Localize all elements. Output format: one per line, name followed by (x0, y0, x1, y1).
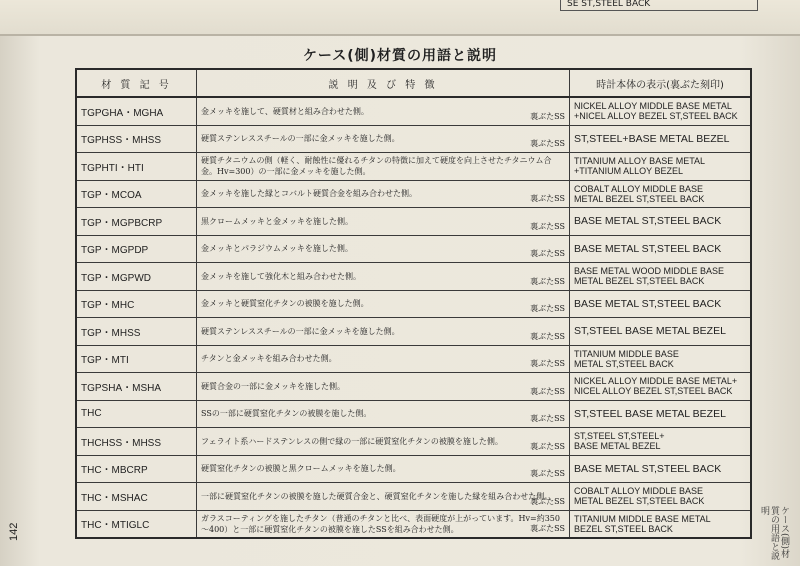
engraving-line: NICKEL ALLOY MIDDLE BASE METAL+ (574, 376, 738, 387)
engraving-display (570, 455, 752, 483)
page-title: ケース(側)材質の用語と説明 (302, 48, 498, 64)
table-row (76, 400, 751, 428)
material-code: TGPSHA・MSHA (76, 373, 197, 401)
engraving-line: +TITANIUM ALLOY BEZEL (574, 166, 683, 177)
engraving-line: BASE METAL WOOD MIDDLE BASE (574, 266, 725, 277)
material-code: TGP・MGPBCRP (76, 208, 197, 236)
engraving-line: COBALT ALLOY MIDDLE BASE (574, 486, 704, 497)
table-row (76, 97, 751, 125)
material-description (197, 235, 570, 263)
engraving-line: METAL BEZEL ST,STEEL BACK (574, 193, 705, 204)
material-code: THC・MTIGLC (76, 510, 197, 538)
description-text: 金メッキを施した縁とコバルト硬質合金を組み合わせた側。 (201, 189, 417, 199)
back-cover-note: 裏ぶたSS (530, 331, 565, 341)
engraving-display (570, 400, 752, 428)
material-code: THCHSS・MHSS (76, 428, 197, 456)
engraving-line: BASE METAL ST,STEEL BACK (574, 297, 722, 310)
engraving-display (570, 428, 752, 456)
material-code: TGPHTI・HTI (76, 153, 197, 181)
table-row (76, 180, 751, 208)
header-code: 材 質 記 号 (76, 69, 197, 97)
material-description (197, 263, 570, 291)
engraving-line: BASE METAL ST,STEEL BACK (574, 462, 722, 475)
back-cover-note: 裏ぶたSS (530, 524, 565, 533)
engraving-line: BASE METAL ST,STEEL BACK (574, 242, 722, 255)
back-cover-note: 裏ぶたSS (530, 414, 565, 423)
previous-page-table-fragment: SE ST,STEEL BACK (560, 0, 758, 11)
description-text: フェライト系ハードステンレスの側で縁の一部に硬質窒化チタンの被膜を施した側。 (201, 436, 503, 446)
table-row (76, 373, 751, 401)
engraving-line: TITANIUM ALLOY BASE METAL (574, 156, 706, 167)
table-row (76, 290, 751, 318)
engraving-display (570, 483, 752, 511)
material-code: TGPHSS・MHSS (76, 125, 197, 153)
table-row (76, 318, 751, 346)
material-description (197, 290, 570, 318)
table-row (76, 483, 751, 511)
engraving-line: METAL BEZEL ST,STEEL BACK (574, 496, 705, 507)
material-code: THC・MSHAC (76, 483, 197, 511)
material-code: TGP・MTI (76, 345, 197, 373)
engraving-line: TITANIUM MIDDLE BASE (574, 348, 679, 359)
engraving-display (570, 290, 752, 318)
material-description (197, 180, 570, 208)
back-cover-note: 裏ぶたSS (530, 469, 565, 478)
material-code: TGP・MHSS (76, 318, 197, 346)
material-code: THC・MBCRP (76, 455, 197, 483)
engraving-line: NICKEL ALLOY MIDDLE BASE METAL (574, 101, 732, 112)
engraving-line: +NICEL ALLOY BEZEL ST,STEEL BACK (574, 111, 738, 122)
description-text: 硬質チタニウムの側（軽く、耐蝕性に優れるチタンの特徴に加えて硬度を向上させたチタニウム合金。Hv=300）の一部に金メッキを施した側。 (201, 156, 552, 177)
table-row (76, 125, 751, 153)
back-cover-note: 裏ぶたSS (530, 221, 565, 231)
table-row (76, 455, 751, 483)
material-code: TGP・MCOA (76, 180, 197, 208)
description-text: 硬質ステンレススチールの一部に金メッキを施した側。 (201, 134, 400, 144)
table-row (76, 510, 751, 538)
back-cover-note: 裏ぶたSS (530, 194, 565, 203)
table-row (76, 345, 751, 373)
page-number: 142 (8, 522, 20, 541)
material-description (197, 345, 570, 373)
material-description (197, 373, 570, 401)
engraving-display (570, 180, 752, 208)
back-cover-note: 裏ぶたSS (530, 249, 565, 258)
description-text: 硬質ステンレススチールの一部に金メッキを施した側。 (201, 326, 400, 336)
materials-table (75, 68, 752, 539)
engraving-display (570, 235, 752, 263)
engraving-line: TITANIUM MIDDLE BASE METAL (574, 513, 711, 524)
description-text: 硬質窒化チタンの被膜と黒クロームメッキを施した側。 (201, 464, 401, 474)
description-text: 硬質合金の一部に金メッキを施した側。 (201, 381, 345, 391)
back-cover-note: 裏ぶたSS (530, 441, 565, 451)
material-description (197, 483, 570, 511)
table-row (76, 235, 751, 263)
description-text: チタンと金メッキを組み合わせた側。 (201, 354, 337, 364)
material-description (197, 400, 570, 428)
engraving-display (570, 345, 752, 373)
engraving-line: BASE METAL ST,STEEL BACK (574, 215, 722, 228)
engraving-line: ST,STEEL ST,STEEL+ (574, 431, 665, 442)
engraving-line: ST,STEEL+BASE METAL BEZEL (574, 132, 730, 145)
material-description (197, 97, 570, 125)
material-description (197, 318, 570, 346)
engraving-display (570, 318, 752, 346)
table-row (76, 263, 751, 291)
material-description (197, 208, 570, 236)
engraving-display (570, 263, 752, 291)
engraving-line: NICEL ALLOY BEZEL ST,STEEL BACK (574, 386, 733, 397)
engraving-line: BEZEL ST,STEEL BACK (574, 523, 673, 534)
back-cover-note: 裏ぶたSS (530, 386, 565, 396)
material-code: TGPGHA・MGHA (76, 97, 197, 125)
back-cover-note: 裏ぶたSS (530, 496, 565, 506)
engraving-display (570, 373, 752, 401)
material-code: TGP・MGPWD (76, 263, 197, 291)
description-text: 金メッキを施して強化木と組み合わせた側。 (201, 271, 361, 281)
table-row (76, 153, 751, 181)
description-text: 一部に硬質窒化チタンの被膜を施した硬質合金と、硬質窒化チタンを施した縁を組み合わせた側。 (201, 491, 553, 501)
engraving-display (570, 125, 752, 153)
document-page (0, 36, 800, 566)
material-code: TGP・MHC (76, 290, 197, 318)
engraving-line: BASE METAL BEZEL (574, 441, 661, 452)
description-text: 金メッキを施して、硬質材と組み合わせた側。 (201, 106, 369, 116)
material-code: THC (76, 400, 197, 428)
table-row (76, 428, 751, 456)
engraving-line: ST,STEEL BASE METAL BEZEL (574, 407, 726, 420)
engraving-line: METAL ST,STEEL BACK (574, 358, 674, 369)
description-text: 金メッキと硬質窒化チタンの被膜を施した側。 (201, 299, 369, 309)
description-text: 黒クロームメッキと金メッキを施した側。 (201, 216, 353, 226)
description-text: SSの一部に硬質窒化チタンの被膜を施した側。 (201, 409, 372, 419)
back-cover-note: 裏ぶたSS (530, 111, 565, 121)
engraving-display (570, 208, 752, 236)
previous-page-edge (0, 0, 800, 36)
material-description (197, 153, 570, 181)
side-index-label: ケース(側)材質の用語と説明 (759, 506, 789, 560)
header-description: 説 明 及 び 特 徴 (197, 69, 570, 97)
back-cover-note: 裏ぶたSS (530, 139, 565, 148)
material-description (197, 125, 570, 153)
back-cover-note: 裏ぶたSS (530, 304, 565, 313)
material-description (197, 428, 570, 456)
engraving-display (570, 510, 752, 538)
material-description (197, 455, 570, 483)
header-display: 時計本体の表示(裏ぶた刻印) (570, 69, 752, 97)
engraving-display (570, 97, 752, 125)
description-text: 金メッキとパラジウムメッキを施した側。 (201, 244, 353, 254)
back-cover-note: 裏ぶたSS (530, 359, 565, 368)
description-text: ガラスコーティングを施したチタン（普通のチタンと比べ、表面硬度が上がっています。Hv=約350～400）と一部に硬質窒化チタンの被膜を施したSSを組み合わせた側。 (201, 513, 560, 534)
table-header-row (76, 69, 751, 97)
material-code: TGP・MGPDP (76, 235, 197, 263)
back-cover-note: 裏ぶたSS (530, 276, 565, 286)
engraving-display (570, 153, 752, 181)
engraving-line: METAL BEZEL ST,STEEL BACK (574, 276, 705, 287)
engraving-line: COBALT ALLOY MIDDLE BASE (574, 183, 704, 194)
material-description (197, 510, 570, 538)
table-row (76, 208, 751, 236)
engraving-line: ST,STEEL BASE METAL BEZEL (574, 325, 726, 338)
